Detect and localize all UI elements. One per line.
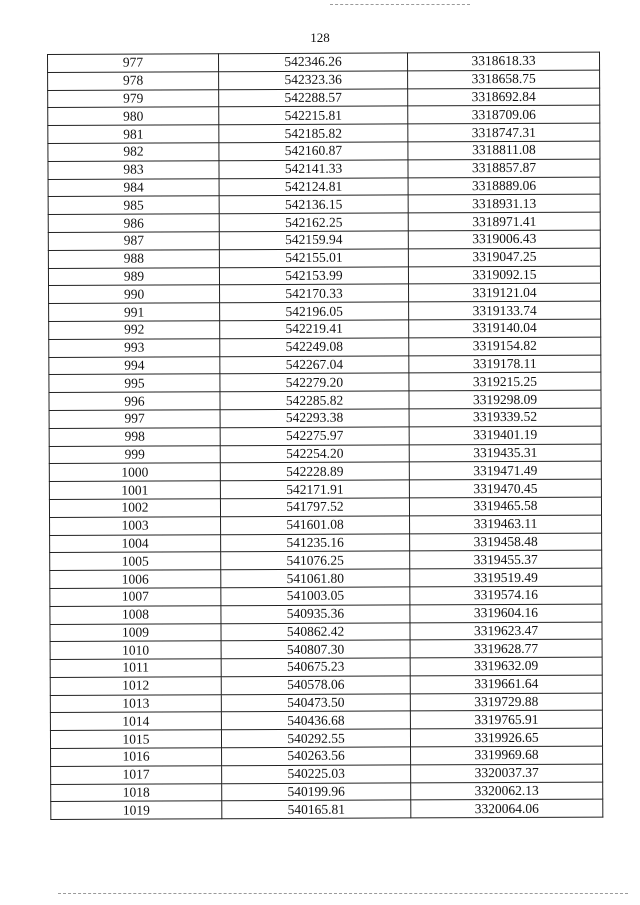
point-number-cell: 1006 (50, 570, 221, 589)
point-number-cell: 986 (48, 214, 219, 233)
table-row (50, 728, 602, 748)
point-number-cell: 980 (48, 107, 219, 126)
table-row (49, 390, 601, 410)
point-number-cell: 1008 (50, 605, 221, 624)
x-coordinate-cell: 542323.36 (219, 71, 408, 90)
x-coordinate-cell: 542153.99 (219, 266, 408, 285)
x-coordinate-cell: 542275.97 (220, 427, 409, 446)
table-row (48, 194, 600, 214)
y-coordinate-cell: 3319471.49 (409, 461, 601, 480)
table-row (50, 622, 602, 642)
x-coordinate-cell: 541003.05 (221, 587, 410, 606)
y-coordinate-cell: 3318857.87 (408, 159, 600, 178)
table-row (50, 675, 602, 695)
table-row (48, 177, 600, 197)
point-number-cell: 1003 (50, 516, 221, 535)
table-row (48, 266, 600, 286)
point-number-cell: 977 (48, 54, 219, 73)
bottom-scan-rule (58, 893, 628, 894)
y-coordinate-cell: 3319298.09 (409, 390, 601, 409)
x-coordinate-cell: 542160.87 (219, 142, 408, 161)
y-coordinate-cell: 3319154.82 (409, 337, 601, 356)
x-coordinate-cell: 540807.30 (221, 640, 410, 659)
point-number-cell: 1002 (49, 499, 220, 518)
x-coordinate-cell: 540199.96 (222, 783, 411, 802)
table-row (50, 515, 602, 535)
table-row (51, 746, 603, 766)
x-coordinate-cell: 542254.20 (220, 444, 409, 463)
y-coordinate-cell: 3319047.25 (408, 248, 600, 267)
point-number-cell: 997 (49, 410, 220, 429)
point-number-cell: 984 (48, 178, 219, 197)
x-coordinate-cell: 542136.15 (219, 195, 408, 214)
point-number-cell: 1012 (50, 677, 221, 696)
y-coordinate-cell: 3318709.06 (408, 105, 600, 124)
x-coordinate-cell: 542219.41 (220, 320, 409, 339)
point-number-cell: 985 (48, 196, 219, 215)
point-number-cell: 1014 (50, 712, 221, 731)
y-coordinate-cell: 3318889.06 (408, 177, 600, 196)
y-coordinate-cell: 3319628.77 (410, 639, 602, 658)
point-number-cell: 995 (49, 374, 220, 393)
point-number-cell: 990 (49, 285, 220, 304)
table-row (48, 212, 600, 232)
x-coordinate-cell: 542162.25 (219, 213, 408, 232)
x-coordinate-cell: 541061.80 (221, 569, 410, 588)
y-coordinate-cell: 3319470.45 (409, 479, 601, 498)
y-coordinate-cell: 3319092.15 (408, 266, 600, 285)
x-coordinate-cell: 542196.05 (220, 302, 409, 321)
table-row (50, 550, 602, 570)
table-row (51, 800, 603, 820)
y-coordinate-cell: 3318692.84 (408, 88, 600, 107)
y-coordinate-cell: 3319178.11 (409, 355, 601, 374)
table-row (50, 604, 602, 624)
y-coordinate-cell: 3319465.58 (409, 497, 601, 516)
table-row (48, 248, 600, 268)
x-coordinate-cell: 540578.06 (221, 676, 410, 695)
table-row (51, 764, 603, 784)
x-coordinate-cell: 540473.50 (221, 694, 410, 713)
table-row (50, 693, 602, 713)
y-coordinate-cell: 3319519.49 (410, 568, 602, 587)
y-coordinate-cell: 3318931.13 (408, 194, 600, 213)
y-coordinate-cell: 3319435.31 (409, 444, 601, 463)
y-coordinate-cell: 3319401.19 (409, 426, 601, 445)
point-number-cell: 1007 (50, 588, 221, 607)
y-coordinate-cell: 3319969.68 (411, 746, 603, 765)
y-coordinate-cell: 3318811.08 (408, 141, 600, 160)
table-row (49, 461, 601, 481)
point-number-cell: 991 (49, 303, 220, 322)
x-coordinate-cell: 542279.20 (220, 373, 409, 392)
x-coordinate-cell: 542171.91 (220, 480, 409, 499)
y-coordinate-cell: 3318658.75 (408, 70, 600, 89)
table-row (49, 372, 601, 392)
point-number-cell: 1009 (50, 623, 221, 642)
y-coordinate-cell: 3319604.16 (410, 604, 602, 623)
y-coordinate-cell: 3318971.41 (408, 212, 600, 231)
top-scan-rule (330, 4, 470, 5)
point-number-cell: 1019 (51, 801, 222, 820)
coordinate-table (47, 52, 603, 821)
x-coordinate-cell: 540436.68 (221, 711, 410, 730)
y-coordinate-cell: 3319133.74 (409, 301, 601, 320)
point-number-cell: 998 (49, 427, 220, 446)
table-row (49, 301, 601, 321)
table-row (49, 355, 601, 375)
table-row (51, 782, 603, 802)
point-number-cell: 1000 (49, 463, 220, 482)
x-coordinate-cell: 541797.52 (220, 498, 409, 517)
point-number-cell: 981 (48, 125, 219, 144)
coordinate-table-body (48, 52, 603, 820)
x-coordinate-cell: 542293.38 (220, 409, 409, 428)
point-number-cell: 1004 (50, 534, 221, 553)
table-row (48, 141, 600, 161)
table-row (48, 52, 600, 72)
point-number-cell: 1018 (51, 783, 222, 802)
x-coordinate-cell: 542288.57 (219, 89, 408, 108)
y-coordinate-cell: 3320064.06 (411, 800, 603, 819)
point-number-cell: 979 (48, 89, 219, 108)
x-coordinate-cell: 542267.04 (220, 355, 409, 374)
point-number-cell: 978 (48, 72, 219, 91)
y-coordinate-cell: 3319926.65 (410, 728, 602, 747)
point-number-cell: 999 (49, 445, 220, 464)
y-coordinate-cell: 3318747.31 (408, 123, 600, 142)
point-number-cell: 1015 (50, 730, 221, 749)
x-coordinate-cell: 540225.03 (222, 765, 411, 784)
point-number-cell: 992 (49, 321, 220, 340)
table-row (50, 711, 602, 731)
table-row (49, 444, 601, 464)
table-row (50, 639, 602, 659)
x-coordinate-cell: 542141.33 (219, 160, 408, 179)
table-row (48, 88, 600, 108)
x-coordinate-cell: 541601.08 (221, 516, 410, 535)
point-number-cell: 989 (48, 267, 219, 286)
x-coordinate-cell: 542228.89 (220, 462, 409, 481)
x-coordinate-cell: 542124.81 (219, 178, 408, 197)
table-row (49, 283, 601, 303)
point-number-cell: 1013 (50, 694, 221, 713)
y-coordinate-cell: 3319215.25 (409, 372, 601, 391)
table-row (49, 319, 601, 339)
y-coordinate-cell: 3318618.33 (407, 52, 599, 71)
point-number-cell: 1005 (50, 552, 221, 571)
x-coordinate-cell: 540165.81 (222, 800, 411, 819)
x-coordinate-cell: 540263.56 (222, 747, 411, 766)
x-coordinate-cell: 540675.23 (221, 658, 410, 677)
y-coordinate-cell: 3319623.47 (410, 622, 602, 641)
y-coordinate-cell: 3320062.13 (411, 782, 603, 801)
point-number-cell: 988 (48, 250, 219, 269)
x-coordinate-cell: 542285.82 (220, 391, 409, 410)
y-coordinate-cell: 3319729.88 (410, 693, 602, 712)
table-row (49, 479, 601, 499)
point-number-cell: 1016 (51, 748, 222, 767)
y-coordinate-cell: 3319463.11 (410, 515, 602, 534)
table-row (50, 533, 602, 553)
table-row (49, 497, 601, 517)
table-row (49, 337, 601, 357)
y-coordinate-cell: 3319574.16 (410, 586, 602, 605)
y-coordinate-cell: 3319339.52 (409, 408, 601, 427)
x-coordinate-cell: 542170.33 (220, 284, 409, 303)
page-number: 128 (310, 30, 330, 45)
table-row (50, 568, 602, 588)
y-coordinate-cell: 3319632.09 (410, 657, 602, 676)
point-number-cell: 1017 (51, 766, 222, 785)
y-coordinate-cell: 3319661.64 (410, 675, 602, 694)
y-coordinate-cell: 3319006.43 (408, 230, 600, 249)
y-coordinate-cell: 3319458.48 (410, 533, 602, 552)
x-coordinate-cell: 542249.08 (220, 338, 409, 357)
y-coordinate-cell: 3320037.37 (411, 764, 603, 783)
x-coordinate-cell: 540292.55 (221, 729, 410, 748)
table-row (49, 408, 601, 428)
x-coordinate-cell: 542346.26 (219, 53, 408, 72)
table-row (49, 426, 601, 446)
x-coordinate-cell: 540935.36 (221, 605, 410, 624)
table-row (48, 230, 600, 250)
point-number-cell: 993 (49, 338, 220, 357)
point-number-cell: 1011 (50, 659, 221, 678)
table-row (48, 123, 600, 143)
x-coordinate-cell: 542185.82 (219, 124, 408, 143)
point-number-cell: 1001 (49, 481, 220, 500)
table-row (48, 70, 600, 90)
y-coordinate-cell: 3319455.37 (410, 550, 602, 569)
table-row (48, 105, 600, 125)
x-coordinate-cell: 542155.01 (219, 249, 408, 268)
y-coordinate-cell: 3319765.91 (410, 711, 602, 730)
x-coordinate-cell: 541235.16 (221, 533, 410, 552)
point-number-cell: 1010 (50, 641, 221, 660)
x-coordinate-cell: 542159.94 (219, 231, 408, 250)
table-row (48, 159, 600, 179)
x-coordinate-cell: 541076.25 (221, 551, 410, 570)
point-number-cell: 987 (48, 232, 219, 251)
point-number-cell: 994 (49, 356, 220, 375)
point-number-cell: 996 (49, 392, 220, 411)
point-number-cell: 983 (48, 161, 219, 180)
point-number-cell: 982 (48, 143, 219, 162)
x-coordinate-cell: 540862.42 (221, 622, 410, 641)
table-row (50, 657, 602, 677)
table-row (50, 586, 602, 606)
x-coordinate-cell: 542215.81 (219, 106, 408, 125)
y-coordinate-cell: 3319140.04 (409, 319, 601, 338)
y-coordinate-cell: 3319121.04 (409, 283, 601, 302)
